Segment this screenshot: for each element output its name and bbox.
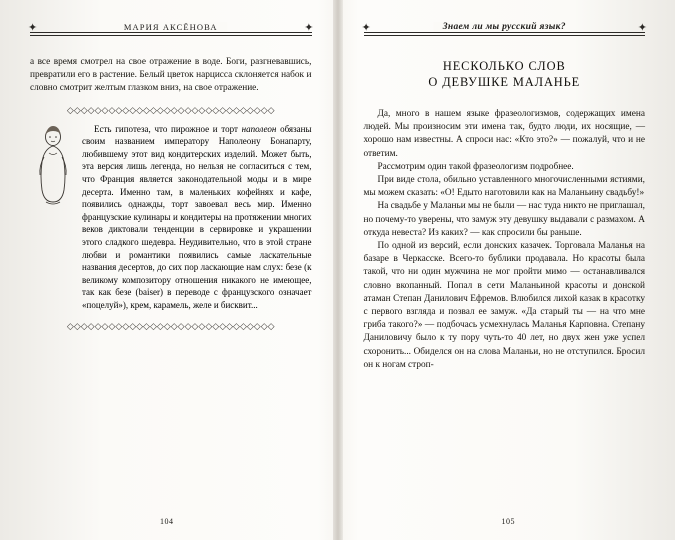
note-text-rest: обязаны своим названием императору Наполеону Бонапарту, любившему этот вид кондитерских изделий. Может быть, эта версия лишь легенда, но нельзя не согласиться с тем, что Франция является законодательной моды и в мире десерта. Именно там, в маленьких кофейнях и кафе, появились однажды, торт завоевал весь мир. Именно французские кулинары и кондитеры на протяжении многих веков диктовали тенденции в сервировке и украшении этого сладкого шедевра. Неудивительно, что в этой стране любви и романтики появились самые ласкательные названия десертов, до сих пор ласкающие нам слух: безе (к великому композитору отношения никакого не имеющее, так как безе (baiser) в переводе с французского означает «поцелуй»), крем, карамель, желе и бисквит... (82, 123, 312, 310)
left-running-head-title: МАРИЯ АКСЁНОВА (115, 22, 227, 32)
right-running-head (361, 22, 647, 44)
divider-ornament: ◇◇◇◇◇◇◇◇◇◇◇◇◇◇◇◇◇◇◇◇◇◇◇◇◇◇◇◇◇◇ (66, 321, 275, 331)
note-text-start: Есть гипотеза, что пирожное и торт (94, 123, 242, 134)
right-page-number: 105 (501, 517, 515, 526)
paragraph: а все время смотрел на свое отражение в воде. Боги, разгневавшись, превратили его в растение. Белый цветок нарцисса склоняется набок и словно смотрит желтым глазком вниз, на свое отражение. (30, 57, 312, 94)
woman-figure-illustration (30, 123, 76, 215)
paragraph: Да, много в нашем языке фразеологизмов, содержащих имена людей. Мы произносим эти имена так, будто люди, их носящие, — хорошо нам известны. А спроси нас: «Кто это?» — пожалуй, что и не ответим. (363, 109, 645, 159)
ornament-icon: ✦ (637, 22, 647, 34)
left-running-head (30, 22, 312, 44)
chapter-title-line-1: НЕСКОЛЬКО СЛОВ (442, 59, 566, 73)
paragraph: На свадьбе у Маланьи мы не были — нас туда никто не приглашал, но почему-то уверены, что замуж эту девушку выдавали с размахом. А откуда невеста? Из каких? — как спросили бы раньше. (363, 201, 645, 238)
running-head-rule-bottom (364, 35, 646, 36)
chapter-title (364, 58, 646, 90)
right-running-head-title: Знаем ли мы русский язык? (434, 22, 575, 32)
running-head-rule-top (364, 32, 646, 33)
paragraph: Рассмотрим один такой фразеологизм подробнее. (377, 161, 574, 172)
ornament-icon: ✦ (361, 22, 371, 34)
divider-ornament: ◇◇◇◇◇◇◇◇◇◇◇◇◇◇◇◇◇◇◇◇◇◇◇◇◇◇◇◇◇◇ (66, 105, 275, 115)
ornament-icon: ✦ (304, 22, 314, 34)
sidebar-note (30, 123, 312, 312)
chapter-title-line-2: О ДЕВУШКЕ МАЛАНЬЕ (428, 75, 581, 89)
ornament-icon: ✦ (28, 22, 38, 34)
left-page-body (30, 56, 312, 96)
right-page-body (364, 108, 646, 372)
running-head-rule-top (30, 32, 312, 33)
left-page-number: 104 (160, 517, 174, 526)
paragraph: По одной из версий, если донских казачек. Торговала Маланья на базаре в Черкасске. Всего-то бублики продавала. Но красоты была такой, что ни один мужчина не мог пройти мимо — останавливался словно вкопанный. Попал в сети Маланьиной красоты и донской атаман Степан Данилович Ефремов. Влюбился лихой казак в красотку с первого взгляда и позвал ее замуж. «Да старый ты — на что мне гриба такого?» — подбочась усмехнулась Маланья Карповна. Степану Даниловичу было к ту пору чуть-то 40 лет, но двух жен уже успел схоронить... Обиделся он на слова Маланьи, но не отступился. Бросил он к ногам строп- (363, 241, 645, 370)
sidebar-note-text (82, 123, 312, 312)
paragraph: При виде стола, обильно уставленного многочисленными ястиями, мы можем сказать: «О! Едыто наготовили как на Маланьину свадьбу!» (363, 175, 645, 199)
running-head-rule-bottom (30, 35, 312, 36)
note-italic-word: наполеон (241, 123, 277, 134)
note-paragraph (82, 123, 312, 312)
right-page (338, 0, 675, 540)
